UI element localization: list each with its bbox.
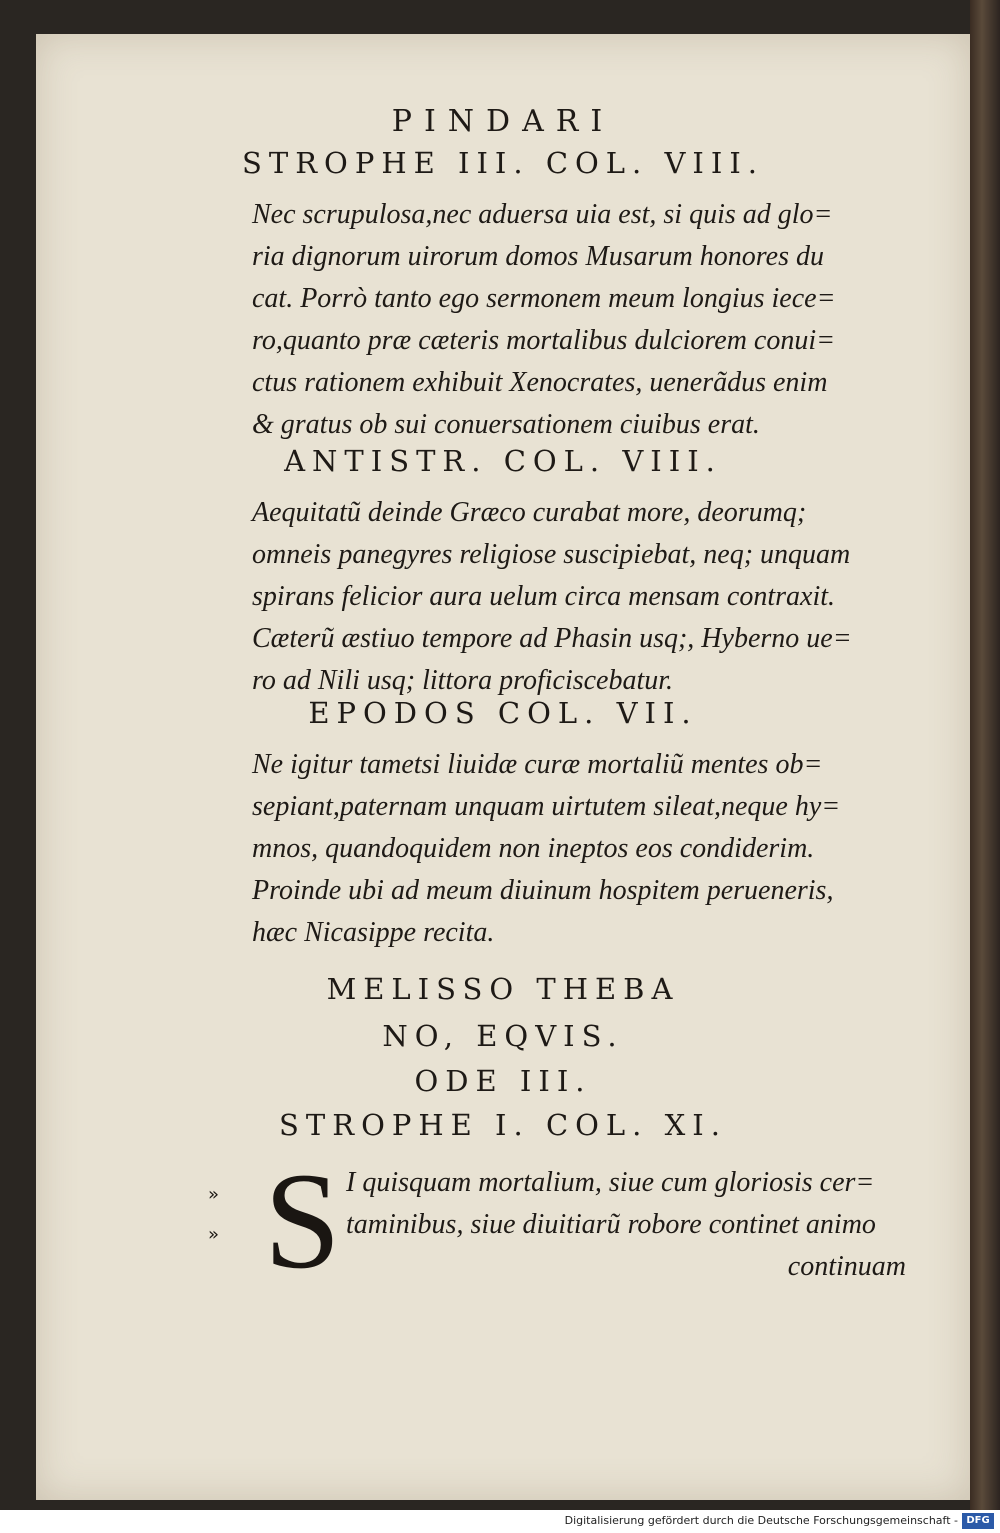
text-line: cat. Porrò tanto ego sermonem meum longius iece= — [252, 283, 836, 314]
text-line: omneis panegyres religiose suscipiebat, neq; unquam — [252, 539, 851, 570]
text-line: Aequitatũ deinde Græco curabat more, deorumq; — [252, 497, 807, 528]
text-line: sepiant,paternam unquam uirtutem sileat,neque hy= — [252, 791, 841, 822]
text-line: Cæterũ æstiuo tempore ad Phasin usq;, Hyberno ue= — [252, 623, 852, 654]
section-heading: STROPHE I. COL. XI. — [279, 1108, 727, 1142]
text-line: spirans felicior aura uelum circa mensam contraxit. — [252, 581, 836, 612]
text-line: mnos, quandoquidem non ineptos eos condiderim. — [252, 833, 815, 864]
ode-number: ODE III. — [414, 1064, 592, 1098]
text-line: ria dignorum uirorum domos Musarum honores du — [252, 241, 824, 272]
text-line: Nec scrupulosa,nec aduersa uia est, si quis ad glo= — [252, 199, 833, 230]
ode-title-line: NO, EQVIS. — [382, 1019, 624, 1053]
margin-marker: » — [208, 1184, 220, 1205]
ode-paragraph — [346, 1162, 946, 1288]
text-line: Ne igitur tametsi liuidæ curæ mortaliũ mentes ob= — [252, 749, 823, 780]
text-line: ro,quanto præ cæteris mortalibus dulciorem conui= — [252, 325, 836, 356]
catchword: continuam — [787, 1251, 906, 1282]
section-heading: STROPHE III. COL. VIII. — [242, 146, 764, 180]
text-line: ro ad Nili usq; littora proficiscebatur. — [252, 665, 674, 696]
dfg-logo: DFG — [962, 1513, 994, 1529]
ode-title-line: MELISSO THEBA — [326, 972, 680, 1006]
section-paragraph — [252, 194, 928, 446]
text-line: ctus rationem exhibuit Xenocrates, uenerãdus enim — [252, 367, 828, 398]
drop-cap: S — [264, 1144, 341, 1297]
footer-credit: Digitalisierung gefördert durch die Deutsche Forschungsgemeinschaft - — [564, 1514, 958, 1527]
section-paragraph — [252, 492, 928, 702]
text-line: & gratus ob sui conuersationem ciuibus erat. — [252, 409, 760, 440]
book-binding — [970, 0, 1000, 1510]
text-line: hæc Nicasippe recita. — [252, 917, 495, 948]
text-line: Proinde ubi ad meum diuinum hospitem perueneris, — [252, 875, 834, 906]
running-head: PINDARI — [391, 104, 615, 139]
section-paragraph — [252, 744, 928, 954]
section-heading: ANTISTR. COL. VIII. — [284, 444, 722, 478]
footer-bar — [0, 1510, 1000, 1533]
book-page — [36, 34, 970, 1500]
margin-marker: » — [208, 1224, 220, 1245]
section-heading: EPODOS COL. VII. — [308, 696, 698, 730]
text-line: I quisquam mortalium, siue cum gloriosis cer= — [346, 1167, 875, 1198]
text-line: taminibus, siue diuitiarũ robore continet animo — [346, 1209, 876, 1240]
